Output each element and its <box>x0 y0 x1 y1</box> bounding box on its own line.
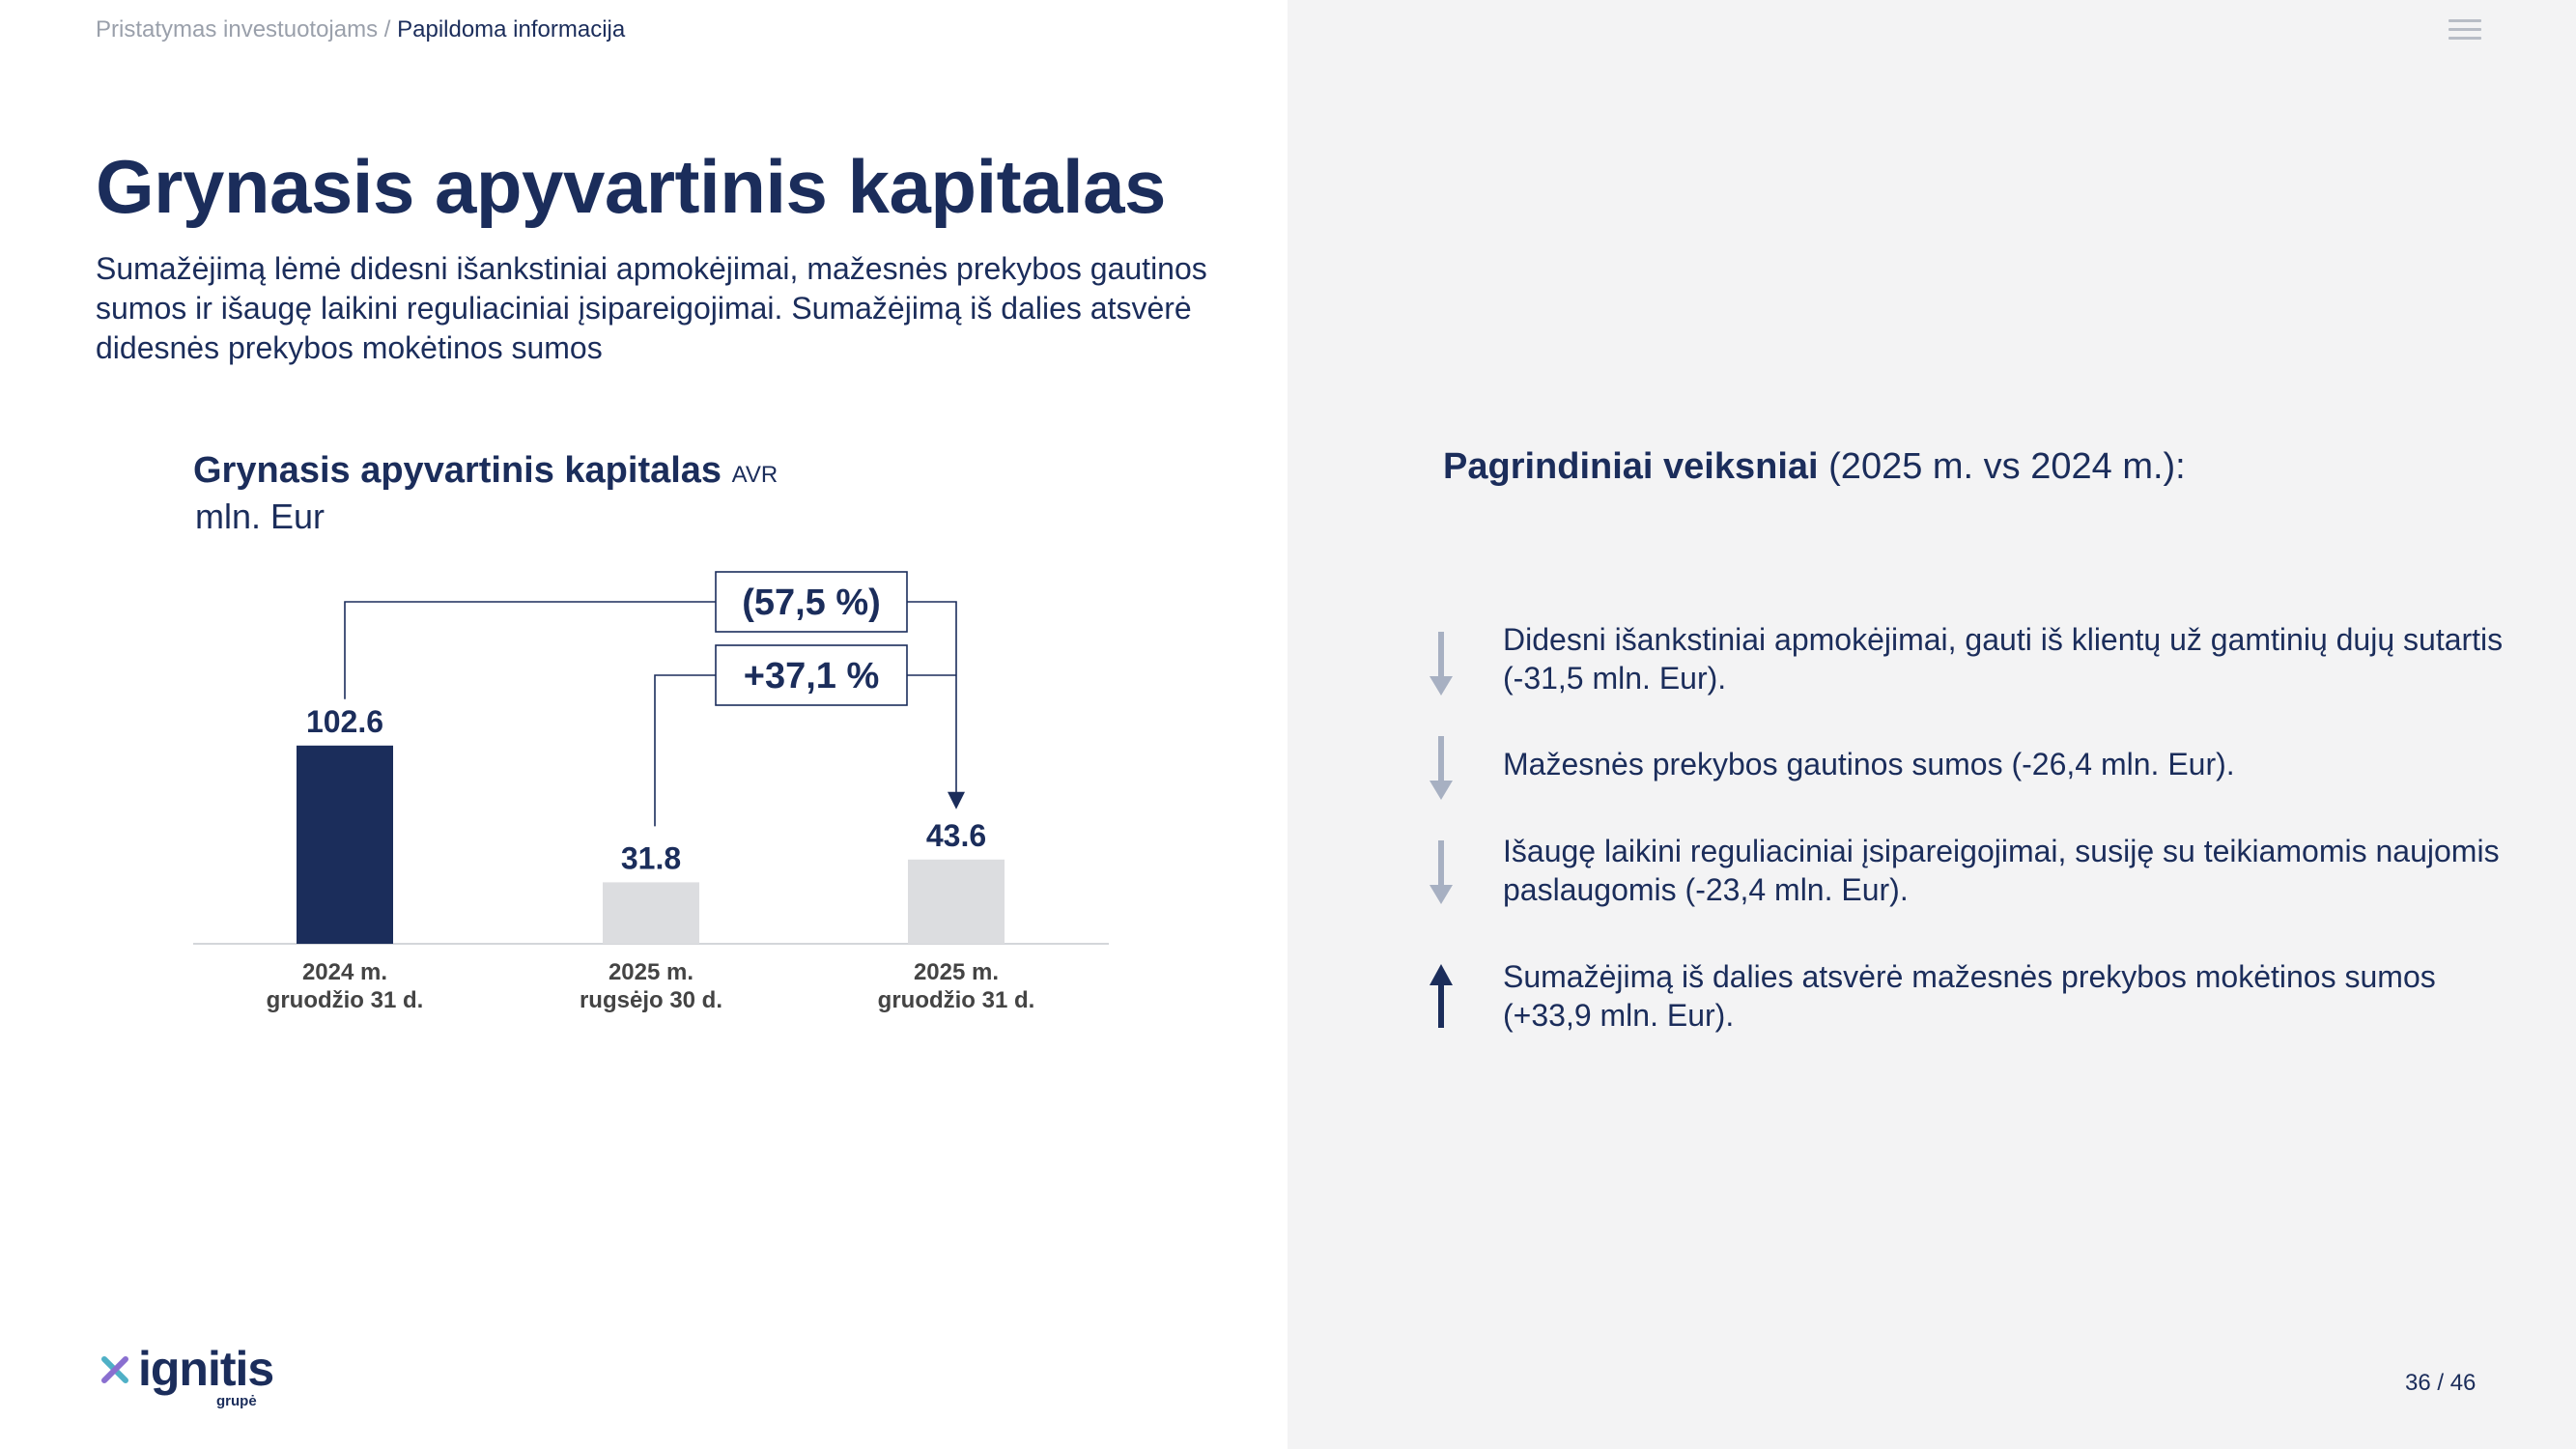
page-subtitle: Sumažėjimą lėmė didesni išankstiniai apmokėjimai, mažesnės prekybos gautinos sumos ir išaugę laikini reguliaciniai įsipareigojimai. Sumažėjimą iš dalies atsvėrė didesnės prekybos mokėtinos sumos <box>96 251 1207 365</box>
factors-title-bold: Pagrindiniai veiksniai <box>1443 446 1819 487</box>
bar-1 <box>297 746 393 944</box>
bar-2 <box>603 882 699 944</box>
bar-value-label-3: 43.6 <box>925 817 987 853</box>
arrow-down-icon <box>1428 630 1455 697</box>
bar-value-label-2: 31.8 <box>620 840 682 876</box>
ignitis-logo <box>99 1342 274 1410</box>
annotation-line-1-right <box>907 602 956 794</box>
factor-item-1: Didesni išankstiniai apmokėjimai, gauti iš klientų už gamtinių dujų sutartis (-31,5 mln. Eur). <box>1503 622 2504 696</box>
x-tick-label-line: gruodžio 31 d. <box>266 987 424 1013</box>
annotation-label-2: +37,1 % <box>743 656 880 696</box>
chart-title-text: Grynasis apyvartinis kapitalas <box>193 450 722 491</box>
factor-item-2: Mažesnės prekybos gautinos sumos (-26,4 mln. Eur). <box>1503 747 2235 781</box>
annotation-label-1: (57,5 %) <box>742 582 881 623</box>
x-tick-label-2 <box>525 958 777 1014</box>
x-tick-label-line: 2024 m. <box>301 959 388 985</box>
working-capital-chart <box>0 0 1288 1063</box>
logo-text: ignitis <box>138 1342 274 1396</box>
annotation-line-1-left <box>345 602 716 699</box>
logo-mark-icon <box>99 1354 134 1393</box>
breadcrumb-current: Papildoma informacija <box>397 16 626 43</box>
bar-3 <box>908 860 1005 944</box>
page-counter: 36 / 46 <box>2405 1370 2477 1396</box>
x-tick-label-1 <box>219 958 470 1014</box>
page-title: Grynasis apyvartinis kapitalas <box>96 144 1166 229</box>
x-tick-label-line: 2025 m. <box>608 959 694 985</box>
arrow-up-icon <box>1428 962 1455 1030</box>
factors-title-rest: (2025 m. vs 2024 m.): <box>1818 446 2186 487</box>
annotation-arrowhead <box>948 792 965 810</box>
chart-unit: mln. Eur <box>195 497 326 536</box>
bar-value-label-1: 102.6 <box>305 703 384 739</box>
hamburger-menu-icon[interactable] <box>2449 19 2481 43</box>
factors-title <box>1443 446 2186 488</box>
x-tick-label-3 <box>831 958 1082 1014</box>
annotation-line-2-left <box>655 675 716 826</box>
breadcrumb-parent[interactable]: Pristatymas investuotojams / <box>96 16 391 43</box>
logo-subtext: grupė <box>216 1393 257 1409</box>
chart-title-suffix: AVR <box>731 462 778 488</box>
x-tick-label-line: gruodžio 31 d. <box>877 987 1035 1013</box>
right-panel <box>1288 0 2576 1449</box>
x-tick-label-line: 2025 m. <box>913 959 1000 985</box>
factor-item-4: Sumažėjimą iš dalies atsvėrė mažesnės prekybos mokėtinos sumos (+33,9 mln. Eur). <box>1503 959 2436 1033</box>
x-tick-label-line: rugsėjo 30 d. <box>579 987 723 1013</box>
arrow-down-icon <box>1428 734 1455 802</box>
factor-item-3: Išaugę laikini reguliaciniai įsipareigojimai, susiję su teikiamomis naujomis paslaugomis (-23,4 mln. Eur). <box>1503 834 2500 907</box>
arrow-down-icon <box>1428 838 1455 906</box>
